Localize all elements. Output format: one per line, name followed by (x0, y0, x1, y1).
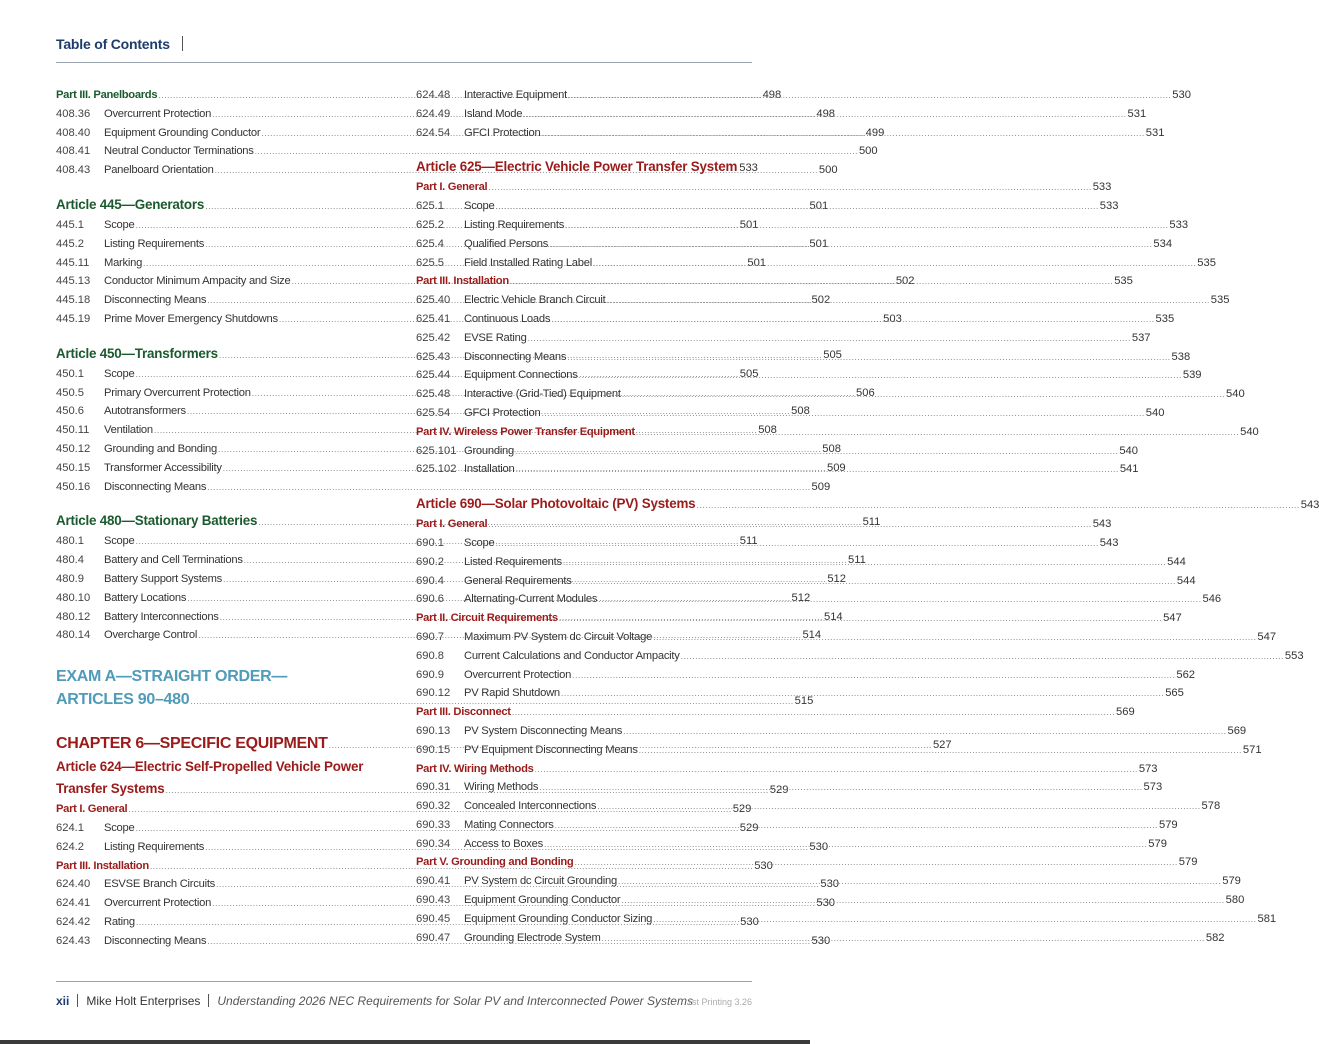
entry-title: GFCI Protection (464, 406, 541, 419)
section-number: 450.1 (56, 367, 84, 380)
footer-publisher: Mike Holt Enterprises (86, 994, 201, 1008)
page-number: 511 (848, 554, 866, 567)
dot-leader (622, 385, 1225, 404)
dot-leader (623, 722, 1226, 741)
entry-title: Neutral Conductor Terminations (104, 145, 254, 158)
dot-leader (516, 460, 1119, 479)
toc-part-heading[interactable]: Part III. Installation ..... 530 (56, 857, 392, 876)
toc-entry[interactable] (416, 816, 1178, 835)
page-number: 544 (1176, 574, 1196, 587)
page-number: 541 (1119, 463, 1139, 476)
section-number: 450.15 (56, 461, 91, 474)
entry-title: Panelboard Orientation (104, 164, 214, 177)
page-number: 537 (1131, 331, 1151, 344)
dot-leader (549, 235, 1152, 254)
toc-article-heading[interactable]: Article 690—Solar Photovoltaic (PV) Systems ..... 543 (416, 492, 752, 515)
dot-leader (567, 348, 1170, 367)
entry-title: Battery Support Systems (104, 572, 222, 585)
dot-leader (512, 703, 1115, 722)
entry-title: Current Calculations and Conductor Ampacity (464, 649, 680, 662)
page-number: 502 (895, 275, 915, 288)
entry-title: Concealed Interconnections (464, 800, 597, 813)
page-number: 535 (1197, 256, 1216, 269)
entry-title: Rating (104, 915, 135, 928)
page-number: 506 (856, 386, 875, 399)
section-number: 690.6 (416, 593, 444, 606)
dot-leader (528, 329, 1131, 348)
page-number: 540 (1145, 406, 1165, 419)
section-number: 624.40 (56, 878, 91, 891)
page-number: 530 (1172, 89, 1191, 101)
section-number: 445.2 (56, 237, 84, 250)
section-number: 690.8 (416, 649, 444, 662)
section-number: 690.2 (416, 555, 444, 568)
dot-leader (618, 872, 1221, 891)
entry-title: Overcharge Control (104, 629, 198, 642)
entry-title: Qualified Persons (464, 237, 549, 250)
page-number: 535 (1210, 294, 1230, 307)
dot-leader (572, 666, 1175, 685)
toc-entry[interactable] (416, 216, 1189, 235)
dot-leader (561, 684, 1164, 703)
entry-title: General Requirements (464, 574, 572, 587)
section-number: 625.48 (416, 388, 451, 401)
entry-title: Access to Boxes (464, 837, 543, 850)
section-number: 690.13 (416, 724, 451, 737)
page-number: 571 (1242, 743, 1262, 756)
entry-title: EVSE Rating (464, 331, 527, 344)
page-number: 509 (811, 480, 831, 493)
section-number: 480.4 (56, 554, 84, 567)
page-number: 512 (791, 591, 811, 604)
page-number: 530 (740, 915, 759, 928)
header-divider (182, 36, 183, 51)
section-number: 690.33 (416, 818, 451, 831)
entry-title: Overcurrent Protection (464, 668, 572, 681)
page-number: 498 (816, 107, 836, 120)
toc-part-heading[interactable]: Part IV. Wiring Methods ..... 573 (416, 760, 752, 779)
entry-title: Equipment Grounding Conductor (104, 126, 261, 139)
dot-leader (598, 590, 1201, 609)
footer-printing: 1st Printing 3.26 (686, 997, 752, 1007)
section-number: 624.48 (416, 89, 451, 101)
entry-title: Marking (104, 256, 143, 269)
page-number: 579 (1222, 875, 1241, 888)
dot-leader (574, 853, 1177, 872)
toc-article-heading[interactable]: Article 625—Electric Vehicle Power Transfer System 533 (416, 159, 758, 175)
entry-title: Scope (104, 535, 135, 548)
entry-title: Installation (464, 463, 515, 476)
section-number: 624.42 (56, 915, 91, 928)
section-number: 690.12 (416, 687, 451, 700)
section-number: 450.11 (56, 424, 90, 437)
page-number: 581 (1257, 912, 1277, 925)
page-number: 499 (865, 126, 885, 139)
toc-article-heading[interactable]: Article 450—Transformers ..... 505 (56, 342, 392, 365)
page-number: 539 (1182, 369, 1202, 382)
page-number: 582 (1205, 931, 1225, 944)
entry-title: Autotransformers (104, 405, 186, 418)
entry-title: Ventilation (104, 424, 153, 437)
section-number: 690.4 (416, 574, 444, 587)
dot-leader (602, 929, 1205, 948)
page-number: 508 (822, 442, 841, 455)
exam-heading[interactable]: ARTICLES 90–480 ..... 515 (56, 688, 392, 711)
entry-title: PV System Disconnecting Means (464, 724, 623, 737)
entry-title: Electric Vehicle Branch Circuit (464, 294, 606, 307)
entry-title: Disconnecting Means (104, 294, 207, 307)
dot-leader (544, 835, 1147, 854)
dot-leader (551, 310, 1154, 329)
toc-entry[interactable] (416, 534, 1119, 553)
toc-entry[interactable] (416, 910, 1277, 929)
page-number: 543 (1099, 536, 1119, 549)
page-number: 500 (818, 164, 838, 177)
entry-title: Equipment Grounding Conductor Sizing (464, 912, 653, 925)
toc-part-heading[interactable]: Part III. Disconnect ..... 569 (416, 703, 752, 722)
page-number: 502 (811, 294, 831, 307)
dot-leader (565, 216, 1168, 235)
page-number: 512 (827, 572, 846, 585)
toc-part-heading[interactable]: Part III. Panelboards ..... 498 (56, 86, 392, 105)
section-number: 625.5 (416, 256, 444, 269)
toc-entry[interactable] (56, 478, 831, 497)
section-number: 690.7 (416, 630, 444, 643)
entry-title: Mating Connectors (464, 818, 554, 831)
page-number: 580 (1225, 894, 1245, 907)
footer-book-title: Understanding 2026 NEC Requirements for Solar PV and Interconnected Power Systems (217, 994, 693, 1008)
section-number: 480.1 (56, 535, 84, 548)
entry-title: Overcurrent Protection (104, 107, 212, 120)
section-number: 690.43 (416, 894, 451, 907)
entry-title: Interactive (Grid-Tied) Equipment (464, 388, 621, 401)
section-number: 450.16 (56, 480, 91, 493)
toc-article-heading[interactable]: Article 480—Stationary Batteries ..... 511 (56, 509, 392, 532)
toc-entry[interactable] (416, 741, 1262, 760)
page-number: 509 (826, 461, 846, 474)
toc-entry[interactable] (416, 366, 1202, 385)
page-number: 578 (1201, 800, 1221, 813)
bottom-edge-rule (0, 1040, 810, 1044)
entry-title: Battery and Cell Terminations (104, 554, 243, 567)
section-number: 624.41 (56, 897, 91, 910)
dot-leader (559, 609, 1162, 628)
chapter-heading[interactable]: CHAPTER 6—SPECIFIC EQUIPMENT ..... 527 (56, 731, 392, 757)
dot-leader (495, 197, 1098, 216)
section-number: 480.9 (56, 572, 84, 585)
entry-title: Conductor Minimum Ampacity and Size (104, 275, 291, 288)
page-number: 544 (1167, 555, 1186, 568)
dot-leader (541, 124, 1144, 143)
entry-title: Continuous Loads (464, 312, 551, 325)
dot-leader (636, 423, 1239, 442)
entry-title: Interactive Equipment (464, 89, 567, 101)
section-number: 625.101 (416, 444, 457, 457)
entry-title: Scope (104, 367, 135, 380)
dot-leader (488, 178, 1091, 197)
page-number: 553 (1284, 649, 1304, 662)
page-number: 514 (823, 610, 843, 623)
section-number: 445.13 (56, 275, 91, 288)
entry-title: Overcurrent Protection (104, 897, 212, 910)
dot-leader (653, 910, 1256, 929)
section-number: 624.2 (56, 840, 84, 853)
dot-leader (681, 647, 1284, 666)
section-number: 690.9 (416, 668, 444, 681)
page-number: 538 (1171, 350, 1191, 363)
page-number: 501 (739, 218, 759, 231)
page-number: 579 (1148, 837, 1167, 850)
section-number: 690.15 (416, 743, 451, 756)
entry-title: Disconnecting Means (104, 934, 207, 947)
dot-leader (579, 366, 1182, 385)
page-number: 511 (739, 535, 758, 548)
page-number: 565 (1165, 687, 1184, 700)
toc-entry[interactable] (416, 797, 1221, 816)
entry-title: PV System dc Circuit Grounding (464, 875, 617, 888)
section-number: 445.19 (56, 312, 91, 325)
entry-title: Scope (104, 218, 135, 231)
page-number: 533 (1169, 218, 1189, 231)
dot-leader (539, 778, 1142, 797)
entry-title: Primary Overcurrent Protection (104, 386, 251, 399)
page-number: 508 (758, 424, 777, 437)
section-number: 408.43 (56, 164, 91, 177)
section-number: 408.40 (56, 126, 91, 139)
section-number: 625.2 (416, 218, 444, 231)
dot-leader (573, 572, 1176, 591)
entry-title: GFCI Protection (464, 126, 541, 139)
page-number: 540 (1226, 388, 1245, 401)
toc-part-heading[interactable]: Part I. General ..... 543 (416, 515, 752, 534)
entry-title: Battery Locations (104, 591, 187, 604)
section-number: 625.43 (416, 350, 451, 363)
page-number: 533 (1099, 200, 1119, 213)
entry-title: Island Mode (464, 107, 523, 120)
section-number: 625.102 (416, 463, 457, 476)
section-number: 625.44 (416, 369, 451, 382)
section-number: 408.36 (56, 107, 91, 120)
exam-heading-line1[interactable]: EXAM A—STRAIGHT ORDER— (56, 668, 288, 686)
section-number: 625.4 (416, 237, 444, 250)
section-number: 690.41 (416, 875, 451, 888)
toc-part-heading[interactable]: Part II. Circuit Requirements ..... 547 (416, 609, 752, 628)
page-header (56, 36, 752, 63)
section-number: 625.40 (416, 294, 451, 307)
entry-title: Listing Requirements (104, 237, 205, 250)
toc-entry[interactable] (56, 421, 777, 440)
dot-leader (593, 254, 1196, 273)
entry-title: Equipment Connections (464, 369, 578, 382)
toc-part-heading[interactable]: Part I. General ..... 529 (56, 800, 392, 819)
page-number: 534 (1153, 237, 1173, 250)
entry-title: Alternating-Current Modules (464, 593, 598, 606)
entry-title: Disconnecting Means (104, 480, 207, 493)
entry-title: PV Equipment Disconnecting Means (464, 743, 638, 756)
section-number: 690.32 (416, 800, 451, 813)
entry-title: Equipment Grounding Conductor (464, 894, 621, 907)
entry-title: Field Installed Rating Label (464, 256, 592, 269)
dot-leader (621, 891, 1224, 910)
page-number: 501 (809, 237, 829, 250)
page-number: 503 (883, 312, 902, 325)
dot-leader (653, 628, 1256, 647)
section-number: 624.54 (416, 126, 451, 139)
entry-title: Scope (464, 536, 495, 549)
toc-entry[interactable] (416, 684, 1184, 703)
page-number: 500 (858, 145, 878, 158)
toc-part-heading[interactable]: Part I. General ..... 533 (416, 178, 752, 197)
page-number: 530 (809, 840, 829, 853)
page-number: 579 (1158, 818, 1178, 831)
entry-title: Listed Requirements (464, 555, 562, 568)
dot-leader (510, 272, 1113, 291)
entry-title: Listing Requirements (104, 840, 205, 853)
page-footer (56, 981, 752, 1008)
toc-entry[interactable] (416, 329, 1151, 348)
page-number: 501 (747, 256, 767, 269)
toc-entry[interactable] (56, 142, 878, 161)
page-number: 547 (1257, 630, 1277, 643)
section-number: 690.45 (416, 912, 451, 925)
footer-page-number: xii (56, 994, 70, 1008)
toc-entry[interactable] (416, 722, 1247, 741)
dot-leader (639, 741, 1242, 760)
section-number: 625.42 (416, 331, 451, 344)
entry-title: Scope (464, 200, 495, 213)
dot-leader (523, 105, 1126, 124)
dot-leader (535, 760, 1138, 779)
dot-leader (515, 442, 1118, 461)
section-number: 480.10 (56, 591, 91, 604)
section-number: 624.1 (56, 821, 84, 834)
entry-title: Scope (104, 821, 135, 834)
page-number: 529 (739, 821, 759, 834)
dot-leader (696, 494, 1299, 517)
entry-title: Grounding Electrode System (464, 931, 601, 944)
page-number: 508 (791, 405, 810, 418)
header-title: Table of Contents (56, 36, 170, 52)
dot-leader (555, 816, 1158, 835)
toc-entry[interactable] (416, 666, 1196, 685)
section-number: 450.12 (56, 442, 91, 455)
footer-divider (77, 994, 78, 1007)
page-number: 530 (820, 878, 840, 891)
entry-title: PV Rapid Shutdown (464, 687, 560, 700)
toc-article-heading[interactable]: Transfer Systems ..... 529 (56, 777, 392, 800)
page-number: 569 (1227, 724, 1247, 737)
page-number: 530 (811, 934, 831, 947)
page-number: 514 (802, 629, 822, 642)
section-number: 445.11 (56, 256, 90, 269)
section-number: 480.14 (56, 629, 91, 642)
page-number: 540 (1119, 444, 1138, 457)
article-624-line1[interactable]: Article 624—Electric Self-Propelled Vehicle Power (56, 759, 364, 775)
section-number: 445.1 (56, 218, 84, 231)
toc-entry[interactable] (416, 647, 1304, 666)
section-number: 445.18 (56, 294, 91, 307)
dot-leader (563, 553, 1166, 572)
toc-entry[interactable] (416, 348, 1191, 367)
toc-article-heading[interactable]: Article 445—Generators ..... 501 (56, 193, 392, 216)
toc-part-heading[interactable]: Part V. Grounding and Bonding ..... 579 (416, 853, 752, 872)
footer-divider (208, 994, 209, 1007)
section-number: 625.54 (416, 406, 451, 419)
dot-leader (495, 534, 1098, 553)
page-number: 573 (1143, 781, 1163, 794)
entry-title: Listing Requirements (464, 218, 565, 231)
section-number: 690.31 (416, 781, 451, 794)
section-number: 690.47 (416, 931, 451, 944)
dot-leader (541, 404, 1144, 423)
dot-leader (568, 86, 1171, 105)
section-number: 450.5 (56, 386, 84, 399)
entry-title: Disconnecting Means (464, 350, 567, 363)
toc-part-heading[interactable]: Part IV. Wireless Power Transfer Equipment ..... 540 (416, 423, 752, 442)
page-number: 546 (1202, 593, 1222, 606)
section-number: 624.49 (416, 107, 451, 120)
section-number: 480.12 (56, 610, 91, 623)
dot-leader (606, 291, 1209, 310)
dot-leader (597, 797, 1200, 816)
page-number: 530 (816, 897, 836, 910)
section-number: 408.41 (56, 145, 91, 158)
page-number: 531 (1127, 107, 1147, 120)
entry-title: Battery Interconnections (104, 610, 219, 623)
section-number: 450.6 (56, 405, 84, 418)
page-number: 535 (1155, 312, 1175, 325)
entry-title: Grounding and Bonding (104, 442, 217, 455)
entry-title: Grounding (464, 444, 514, 457)
section-number: 625.41 (416, 312, 451, 325)
page-number: 505 (739, 367, 759, 380)
page-number: 531 (1145, 126, 1165, 139)
toc-part-heading[interactable]: Part III. Installation ..... 535 (416, 272, 752, 291)
entry-title: ESVSE Branch Circuits (104, 878, 216, 891)
section-number: 624.43 (56, 934, 91, 947)
section-number: 690.34 (416, 837, 451, 850)
entry-title: Wiring Methods (464, 781, 539, 794)
entry-title: Maximum PV System dc Circuit Voltage (464, 630, 653, 643)
entry-title: Transformer Accessibility (104, 461, 222, 474)
section-number: 690.1 (416, 536, 444, 549)
page-number: 562 (1176, 668, 1196, 681)
entry-title: Prime Mover Emergency Shutdowns (104, 312, 278, 325)
section-number: 625.1 (416, 200, 444, 213)
dot-leader (488, 515, 1091, 534)
